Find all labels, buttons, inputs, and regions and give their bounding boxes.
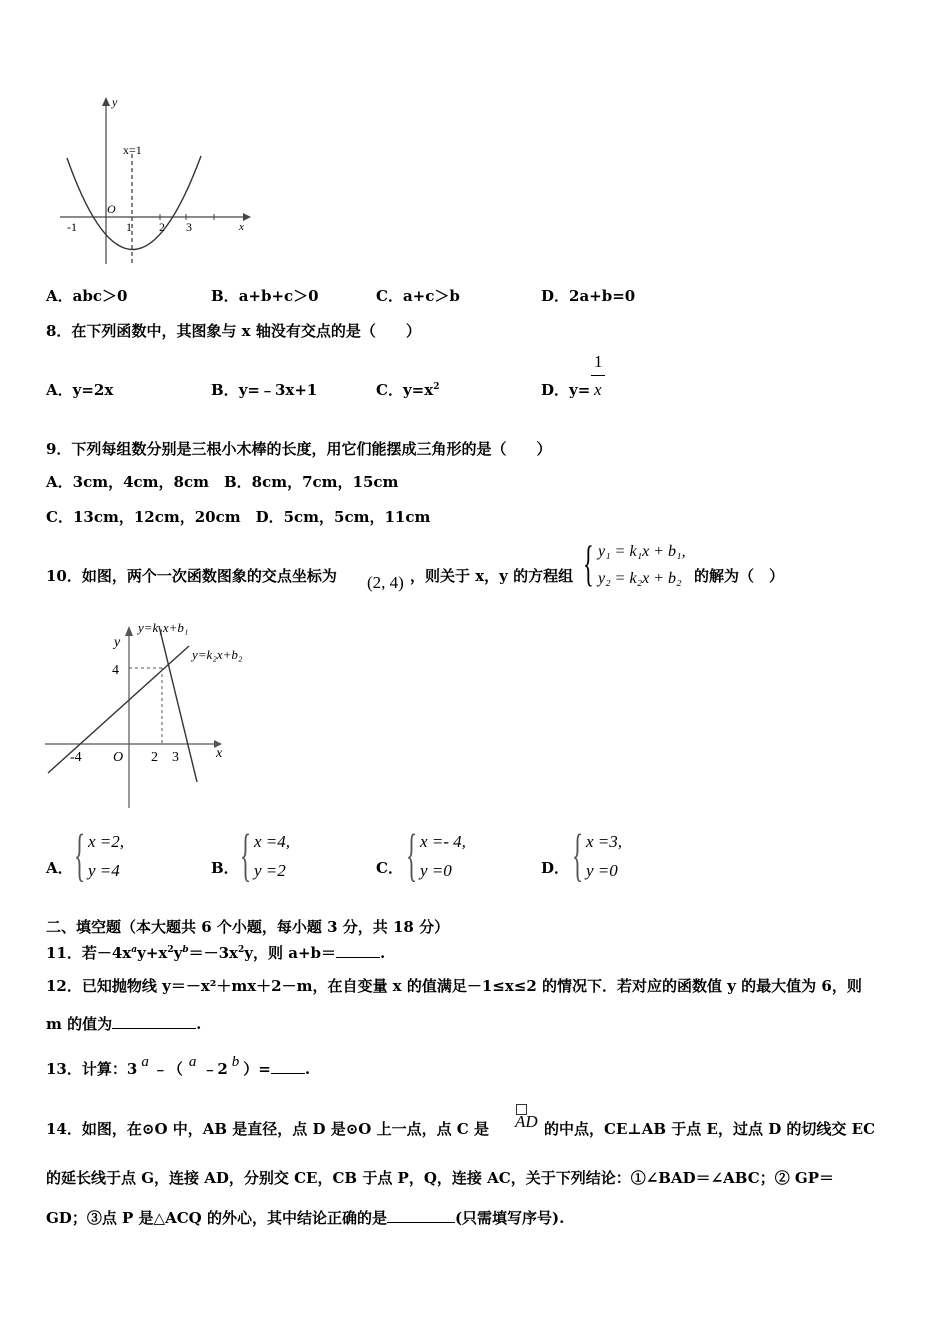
x-label: x bbox=[216, 746, 223, 761]
q12-prefix: m 的值为 bbox=[46, 1015, 113, 1033]
q13-prefix: 13．计算：3 bbox=[46, 1060, 138, 1078]
tick-2: 2 bbox=[151, 750, 158, 765]
q8-fraction-denominator: x bbox=[594, 380, 602, 399]
q10-option-b-letter[interactable]: B． bbox=[211, 859, 239, 877]
y-axis-arrow bbox=[125, 626, 133, 636]
q14-suffix: (只需填写序号). bbox=[454, 1209, 565, 1227]
q7-option-c[interactable] bbox=[376, 285, 460, 306]
x-label: x bbox=[239, 221, 244, 233]
q14-line1-a: 14．如图，在⊙O 中，AB 是直径，点 D 是⊙O 上一点，点 C 是 bbox=[46, 1120, 489, 1138]
tick-neg4: -4 bbox=[70, 750, 82, 765]
origin-label: O bbox=[113, 750, 124, 765]
option-text: y=x bbox=[402, 381, 434, 399]
q12-line2 bbox=[46, 1013, 201, 1034]
q10-option-c-line2: y =0 bbox=[420, 861, 452, 880]
q13-exp-a: a bbox=[141, 1054, 149, 1070]
line2-label: y=k₂x+b₂ bbox=[192, 647, 243, 662]
q13-exp-b: b bbox=[231, 1054, 240, 1070]
q8-option-a[interactable] bbox=[46, 379, 113, 400]
q12-answer-blank[interactable] bbox=[112, 1028, 196, 1029]
q13-minus2: ﹣2 bbox=[202, 1060, 228, 1078]
q11-mid3: ＝－3x bbox=[188, 944, 239, 962]
origin-label: O bbox=[107, 202, 116, 216]
q12-suffix: . bbox=[196, 1015, 202, 1033]
tick-1: 1 bbox=[126, 220, 132, 234]
q8-fraction-numerator: 1 bbox=[594, 352, 603, 371]
q9-stem: 9．下列每组数分别是三根小木棒的长度，用它们能摆成三角形的是（ ） bbox=[46, 440, 552, 458]
q10-option-b-line1: x =4, bbox=[254, 832, 291, 851]
y-axis-arrow bbox=[102, 97, 110, 106]
option-text: a+c＞b bbox=[402, 287, 460, 305]
option-letter: C． bbox=[376, 381, 403, 399]
q13-end: . bbox=[304, 1060, 311, 1078]
q8-fraction-bar bbox=[591, 375, 605, 376]
q11-exp-b: b bbox=[182, 945, 189, 955]
q7-option-a[interactable] bbox=[46, 285, 127, 306]
q11-exp-a: a bbox=[131, 945, 138, 955]
q14-line3 bbox=[46, 1207, 564, 1228]
q10-system-brace: { bbox=[583, 535, 594, 591]
q14-prefix: GD；③点 P 是△ACQ 的外心，其中结论正确的是 bbox=[46, 1209, 387, 1227]
parabola-curve bbox=[67, 156, 201, 250]
q13-suffix: ）= bbox=[243, 1060, 271, 1078]
q13-mid: ﹣（ bbox=[152, 1060, 183, 1078]
q8-option-b[interactable] bbox=[211, 379, 317, 400]
q10-option-c-line1: x =- 4, bbox=[420, 832, 466, 851]
q11-exp-2: 2 bbox=[167, 945, 174, 955]
q8-option-d[interactable] bbox=[541, 379, 590, 400]
q11-answer-blank[interactable] bbox=[336, 957, 380, 958]
q14-line2: 的延长线于点 G，连接 AD，分别交 CE，CB 于点 P，Q，连接 AC，关于下列结论：①∠BAD＝∠ABC；② GP＝ bbox=[46, 1169, 835, 1187]
q10-stem-a: 10．如图，两个一次函数图象的交点坐标为 bbox=[46, 567, 337, 585]
exponent: 2 bbox=[433, 382, 440, 392]
q10-option-d-line2: y =0 bbox=[586, 861, 618, 880]
q14-arc-label: AD bbox=[515, 1112, 538, 1131]
option-letter: D． bbox=[541, 381, 570, 399]
q14-answer-blank[interactable] bbox=[387, 1222, 455, 1223]
q8-option-c[interactable] bbox=[376, 379, 439, 400]
x-axis-arrow bbox=[243, 213, 251, 221]
line1-label: y=k₁x+b₁ bbox=[138, 620, 189, 635]
tick-y-4: 4 bbox=[112, 663, 119, 678]
tick-2: 2 bbox=[159, 220, 165, 234]
q11-exp-2b: 2 bbox=[238, 945, 245, 955]
q11-suffix: . bbox=[380, 944, 386, 962]
option-text: abc＞0 bbox=[72, 287, 128, 305]
q12-line1: 12．已知抛物线 y＝－x²＋mx＋2－m，在自变量 x 的值满足－1≤x≤2 的情况下．若对应的函数值 y 的最大值为 6，则 bbox=[46, 977, 862, 995]
q10-option-a-brace: { bbox=[74, 822, 86, 887]
q10-option-c-letter[interactable]: C． bbox=[376, 859, 403, 877]
option-letter: D． bbox=[541, 287, 570, 305]
q10-option-d-brace: { bbox=[572, 822, 584, 887]
linear-functions-figure bbox=[42, 616, 272, 816]
q11-line bbox=[46, 942, 385, 963]
q7-option-b[interactable] bbox=[211, 285, 319, 306]
option-text: 2a+b=0 bbox=[569, 287, 636, 305]
q9-options-row2[interactable]: C．13cm，12cm，20cm D．5cm，5cm，11cm bbox=[46, 508, 431, 526]
q10-system-line1: y₁ = k₁x + b₁, bbox=[598, 543, 686, 560]
section-heading: 二、填空题（本大题共 6 个小题，每小题 3 分，共 18 分） bbox=[46, 918, 450, 936]
tick-neg1: -1 bbox=[67, 220, 77, 234]
q13-var-a: a bbox=[188, 1054, 197, 1070]
q10-option-b-brace: { bbox=[240, 822, 252, 887]
q8-stem: 8．在下列函数中，其图象与 x 轴没有交点的是（ ） bbox=[46, 322, 421, 340]
q10-option-a-letter[interactable]: A． bbox=[46, 859, 73, 877]
option-letter: B． bbox=[211, 381, 239, 399]
y-label: y bbox=[114, 635, 121, 650]
option-text: y=2x bbox=[72, 381, 114, 399]
option-letter: B． bbox=[211, 287, 239, 305]
q14-line1-b: 的中点，CE⊥AB 于点 E，过点 D 的切线交 EC bbox=[544, 1120, 876, 1138]
y-label: y bbox=[112, 95, 118, 109]
option-text: y=﹣3x+1 bbox=[238, 381, 318, 399]
option-letter: A． bbox=[46, 381, 73, 399]
q11-mid2: y bbox=[173, 944, 183, 962]
q10-option-b-line2: y =2 bbox=[254, 861, 286, 880]
q10-option-c-brace: { bbox=[406, 822, 418, 887]
q10-system-line2: y₂ = k₂x + b₂ bbox=[598, 570, 682, 587]
tick-3: 3 bbox=[186, 220, 192, 234]
q9-options-row1[interactable]: A．3cm，4cm，8cm B．8cm，7cm，15cm bbox=[46, 473, 399, 491]
q13-line bbox=[46, 1054, 311, 1079]
option-text: a+b+c＞0 bbox=[238, 287, 319, 305]
q13-answer-blank[interactable] bbox=[271, 1073, 305, 1074]
q7-option-d[interactable] bbox=[541, 285, 635, 306]
q10-option-d-line1: x =3, bbox=[586, 832, 623, 851]
q10-point: (2, 4) bbox=[367, 573, 404, 592]
q11-mid4: y，则 a+b＝ bbox=[244, 944, 336, 962]
q10-stem-b: ，则关于 x，y 的方程组 bbox=[410, 567, 574, 585]
parabola-figure bbox=[55, 92, 255, 267]
q11-prefix: 11．若－4x bbox=[46, 944, 132, 962]
option-text: y= bbox=[569, 381, 591, 399]
q10-option-d-letter[interactable]: D． bbox=[541, 859, 570, 877]
option-letter: A． bbox=[46, 287, 73, 305]
q10-option-a-line2: y =4 bbox=[88, 861, 120, 880]
axis-line-label: x=1 bbox=[123, 143, 142, 157]
tick-3: 3 bbox=[172, 750, 179, 765]
q10-option-a-line1: x =2, bbox=[88, 832, 125, 851]
q11-mid1: y+x bbox=[137, 944, 168, 962]
q10-stem-c: 的解为（ ） bbox=[694, 567, 785, 585]
option-letter: C． bbox=[376, 287, 403, 305]
